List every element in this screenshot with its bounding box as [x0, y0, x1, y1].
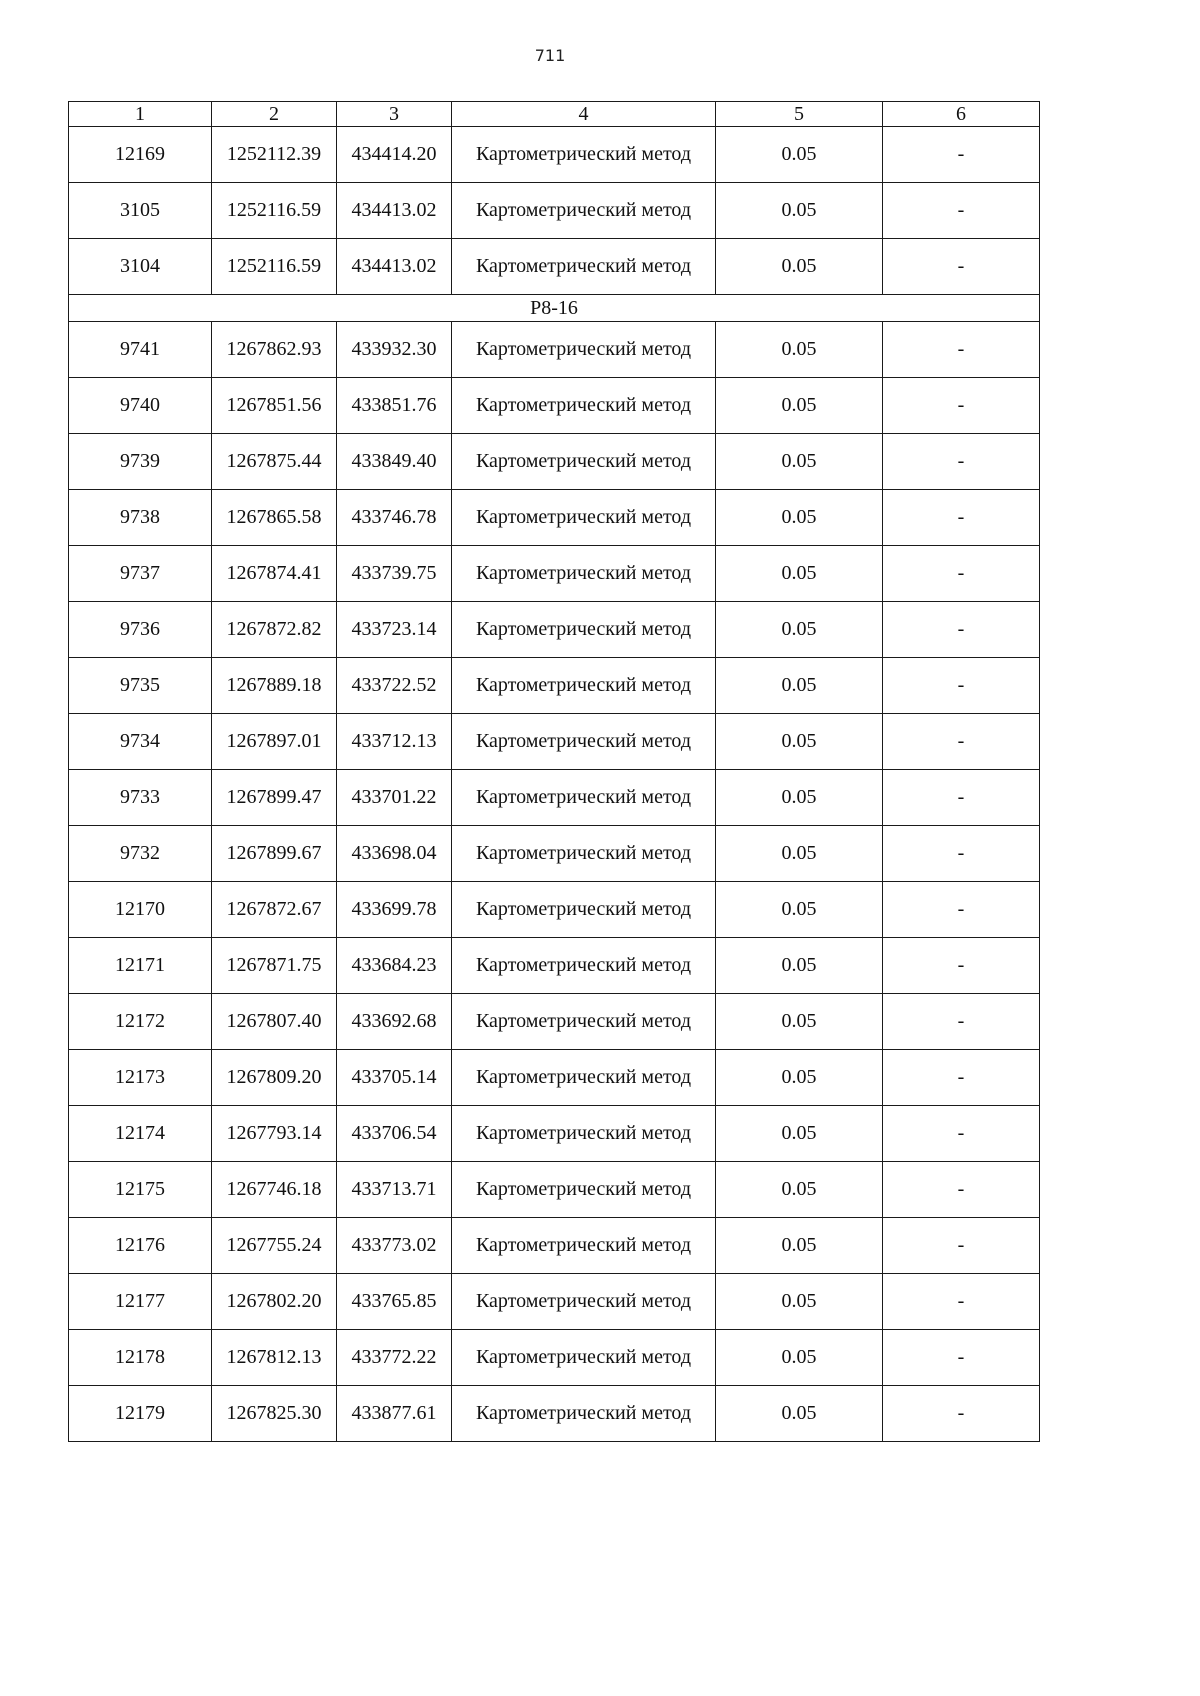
- y-coordinate-cell: 433765.85: [337, 1274, 452, 1330]
- point-number-cell: 12170: [69, 882, 212, 938]
- accuracy-cell: 0.05: [716, 994, 883, 1050]
- point-number-cell: 9735: [69, 658, 212, 714]
- point-number-cell: 9732: [69, 826, 212, 882]
- note-cell: -: [883, 602, 1040, 658]
- point-number-cell: 9733: [69, 770, 212, 826]
- table-row: [69, 938, 1040, 994]
- section-label: Р8-16: [69, 295, 1040, 322]
- method-cell: Картометрический метод: [452, 938, 716, 994]
- accuracy-cell: 0.05: [716, 882, 883, 938]
- accuracy-cell: 0.05: [716, 714, 883, 770]
- method-cell: Картометрический метод: [452, 658, 716, 714]
- note-cell: -: [883, 378, 1040, 434]
- note-cell: -: [883, 322, 1040, 378]
- note-cell: -: [883, 434, 1040, 490]
- method-cell: Картометрический метод: [452, 770, 716, 826]
- accuracy-cell: 0.05: [716, 183, 883, 239]
- x-coordinate-cell: 1267862.93: [212, 322, 337, 378]
- y-coordinate-cell: 433705.14: [337, 1050, 452, 1106]
- x-coordinate-cell: 1267807.40: [212, 994, 337, 1050]
- y-coordinate-cell: 433723.14: [337, 602, 452, 658]
- accuracy-cell: 0.05: [716, 1330, 883, 1386]
- x-coordinate-cell: 1267875.44: [212, 434, 337, 490]
- method-cell: Картометрический метод: [452, 714, 716, 770]
- coordinates-table: [68, 101, 1040, 1442]
- note-cell: -: [883, 1274, 1040, 1330]
- x-coordinate-cell: 1267865.58: [212, 490, 337, 546]
- method-cell: Картометрический метод: [452, 994, 716, 1050]
- accuracy-cell: 0.05: [716, 1106, 883, 1162]
- note-cell: -: [883, 826, 1040, 882]
- accuracy-cell: 0.05: [716, 239, 883, 295]
- y-coordinate-cell: 433849.40: [337, 434, 452, 490]
- table-row: [69, 127, 1040, 183]
- table-row: [69, 490, 1040, 546]
- method-cell: Картометрический метод: [452, 239, 716, 295]
- x-coordinate-cell: 1267871.75: [212, 938, 337, 994]
- y-coordinate-cell: 433698.04: [337, 826, 452, 882]
- accuracy-cell: 0.05: [716, 1274, 883, 1330]
- method-cell: Картометрический метод: [452, 490, 716, 546]
- header-cell-2: 2: [212, 102, 337, 127]
- x-coordinate-cell: 1267899.67: [212, 826, 337, 882]
- x-coordinate-cell: 1267872.67: [212, 882, 337, 938]
- accuracy-cell: 0.05: [716, 770, 883, 826]
- method-cell: Картометрический метод: [452, 1106, 716, 1162]
- method-cell: Картометрический метод: [452, 378, 716, 434]
- note-cell: -: [883, 938, 1040, 994]
- x-coordinate-cell: 1252116.59: [212, 239, 337, 295]
- note-cell: -: [883, 546, 1040, 602]
- method-cell: Картометрический метод: [452, 1274, 716, 1330]
- point-number-cell: 3104: [69, 239, 212, 295]
- note-cell: -: [883, 183, 1040, 239]
- method-cell: Картометрический метод: [452, 1162, 716, 1218]
- y-coordinate-cell: 433706.54: [337, 1106, 452, 1162]
- note-cell: -: [883, 1330, 1040, 1386]
- point-number-cell: 9737: [69, 546, 212, 602]
- table-row: [69, 602, 1040, 658]
- x-coordinate-cell: 1267755.24: [212, 1218, 337, 1274]
- note-cell: -: [883, 770, 1040, 826]
- x-coordinate-cell: 1267889.18: [212, 658, 337, 714]
- accuracy-cell: 0.05: [716, 322, 883, 378]
- accuracy-cell: 0.05: [716, 127, 883, 183]
- x-coordinate-cell: 1267809.20: [212, 1050, 337, 1106]
- table-row: [69, 546, 1040, 602]
- point-number-cell: 9741: [69, 322, 212, 378]
- method-cell: Картометрический метод: [452, 1218, 716, 1274]
- note-cell: -: [883, 239, 1040, 295]
- note-cell: -: [883, 882, 1040, 938]
- accuracy-cell: 0.05: [716, 1386, 883, 1442]
- table-row: [69, 714, 1040, 770]
- point-number-cell: 12174: [69, 1106, 212, 1162]
- point-number-cell: 12177: [69, 1274, 212, 1330]
- table-row: [69, 1330, 1040, 1386]
- page-number: 711: [534, 46, 566, 65]
- method-cell: Картометрический метод: [452, 546, 716, 602]
- y-coordinate-cell: 433722.52: [337, 658, 452, 714]
- point-number-cell: 12169: [69, 127, 212, 183]
- accuracy-cell: 0.05: [716, 938, 883, 994]
- point-number-cell: 12171: [69, 938, 212, 994]
- note-cell: -: [883, 1386, 1040, 1442]
- x-coordinate-cell: 1267793.14: [212, 1106, 337, 1162]
- y-coordinate-cell: 433692.68: [337, 994, 452, 1050]
- note-cell: -: [883, 994, 1040, 1050]
- y-coordinate-cell: 434414.20: [337, 127, 452, 183]
- y-coordinate-cell: 433701.22: [337, 770, 452, 826]
- table-row: [69, 1274, 1040, 1330]
- note-cell: -: [883, 127, 1040, 183]
- note-cell: -: [883, 1050, 1040, 1106]
- y-coordinate-cell: 434413.02: [337, 183, 452, 239]
- accuracy-cell: 0.05: [716, 602, 883, 658]
- y-coordinate-cell: 433713.71: [337, 1162, 452, 1218]
- method-cell: Картометрический метод: [452, 127, 716, 183]
- x-coordinate-cell: 1252116.59: [212, 183, 337, 239]
- x-coordinate-cell: 1267802.20: [212, 1274, 337, 1330]
- section-row: [69, 295, 1040, 322]
- table-row: [69, 322, 1040, 378]
- note-cell: -: [883, 490, 1040, 546]
- y-coordinate-cell: 433699.78: [337, 882, 452, 938]
- x-coordinate-cell: 1267874.41: [212, 546, 337, 602]
- header-cell-6: 6: [883, 102, 1040, 127]
- accuracy-cell: 0.05: [716, 1162, 883, 1218]
- x-coordinate-cell: 1267899.47: [212, 770, 337, 826]
- y-coordinate-cell: 433739.75: [337, 546, 452, 602]
- y-coordinate-cell: 433877.61: [337, 1386, 452, 1442]
- accuracy-cell: 0.05: [716, 1050, 883, 1106]
- table-row: [69, 994, 1040, 1050]
- note-cell: -: [883, 658, 1040, 714]
- x-coordinate-cell: 1267872.82: [212, 602, 337, 658]
- method-cell: Картометрический метод: [452, 602, 716, 658]
- table-row: [69, 882, 1040, 938]
- note-cell: -: [883, 1162, 1040, 1218]
- point-number-cell: 9738: [69, 490, 212, 546]
- method-cell: Картометрический метод: [452, 1050, 716, 1106]
- x-coordinate-cell: 1267851.56: [212, 378, 337, 434]
- y-coordinate-cell: 433851.76: [337, 378, 452, 434]
- point-number-cell: 12173: [69, 1050, 212, 1106]
- point-number-cell: 9739: [69, 434, 212, 490]
- y-coordinate-cell: 433684.23: [337, 938, 452, 994]
- point-number-cell: 12176: [69, 1218, 212, 1274]
- note-cell: -: [883, 1218, 1040, 1274]
- accuracy-cell: 0.05: [716, 490, 883, 546]
- table-row: [69, 1386, 1040, 1442]
- point-number-cell: 12175: [69, 1162, 212, 1218]
- point-number-cell: 9734: [69, 714, 212, 770]
- table-row: [69, 1106, 1040, 1162]
- table-row: [69, 239, 1040, 295]
- y-coordinate-cell: 433932.30: [337, 322, 452, 378]
- x-coordinate-cell: 1267746.18: [212, 1162, 337, 1218]
- table-body: [69, 102, 1040, 1442]
- x-coordinate-cell: 1252112.39: [212, 127, 337, 183]
- method-cell: Картометрический метод: [452, 322, 716, 378]
- x-coordinate-cell: 1267812.13: [212, 1330, 337, 1386]
- note-cell: -: [883, 1106, 1040, 1162]
- y-coordinate-cell: 433746.78: [337, 490, 452, 546]
- table-header-row: [69, 102, 1040, 127]
- point-number-cell: 9736: [69, 602, 212, 658]
- method-cell: Картометрический метод: [452, 183, 716, 239]
- method-cell: Картометрический метод: [452, 1386, 716, 1442]
- y-coordinate-cell: 434413.02: [337, 239, 452, 295]
- table-row: [69, 770, 1040, 826]
- method-cell: Картометрический метод: [452, 826, 716, 882]
- accuracy-cell: 0.05: [716, 658, 883, 714]
- table-row: [69, 826, 1040, 882]
- y-coordinate-cell: 433712.13: [337, 714, 452, 770]
- accuracy-cell: 0.05: [716, 434, 883, 490]
- accuracy-cell: 0.05: [716, 378, 883, 434]
- y-coordinate-cell: 433772.22: [337, 1330, 452, 1386]
- table-row: [69, 378, 1040, 434]
- table-row: [69, 1218, 1040, 1274]
- table-row: [69, 1162, 1040, 1218]
- method-cell: Картометрический метод: [452, 1330, 716, 1386]
- accuracy-cell: 0.05: [716, 826, 883, 882]
- point-number-cell: 9740: [69, 378, 212, 434]
- note-cell: -: [883, 714, 1040, 770]
- table-row: [69, 183, 1040, 239]
- accuracy-cell: 0.05: [716, 546, 883, 602]
- table-row: [69, 1050, 1040, 1106]
- x-coordinate-cell: 1267897.01: [212, 714, 337, 770]
- header-cell-5: 5: [716, 102, 883, 127]
- header-cell-3: 3: [337, 102, 452, 127]
- method-cell: Картометрический метод: [452, 434, 716, 490]
- point-number-cell: 3105: [69, 183, 212, 239]
- point-number-cell: 12179: [69, 1386, 212, 1442]
- table-row: [69, 658, 1040, 714]
- table-row: [69, 434, 1040, 490]
- point-number-cell: 12178: [69, 1330, 212, 1386]
- header-cell-4: 4: [452, 102, 716, 127]
- x-coordinate-cell: 1267825.30: [212, 1386, 337, 1442]
- method-cell: Картометрический метод: [452, 882, 716, 938]
- y-coordinate-cell: 433773.02: [337, 1218, 452, 1274]
- accuracy-cell: 0.05: [716, 1218, 883, 1274]
- header-cell-1: 1: [69, 102, 212, 127]
- point-number-cell: 12172: [69, 994, 212, 1050]
